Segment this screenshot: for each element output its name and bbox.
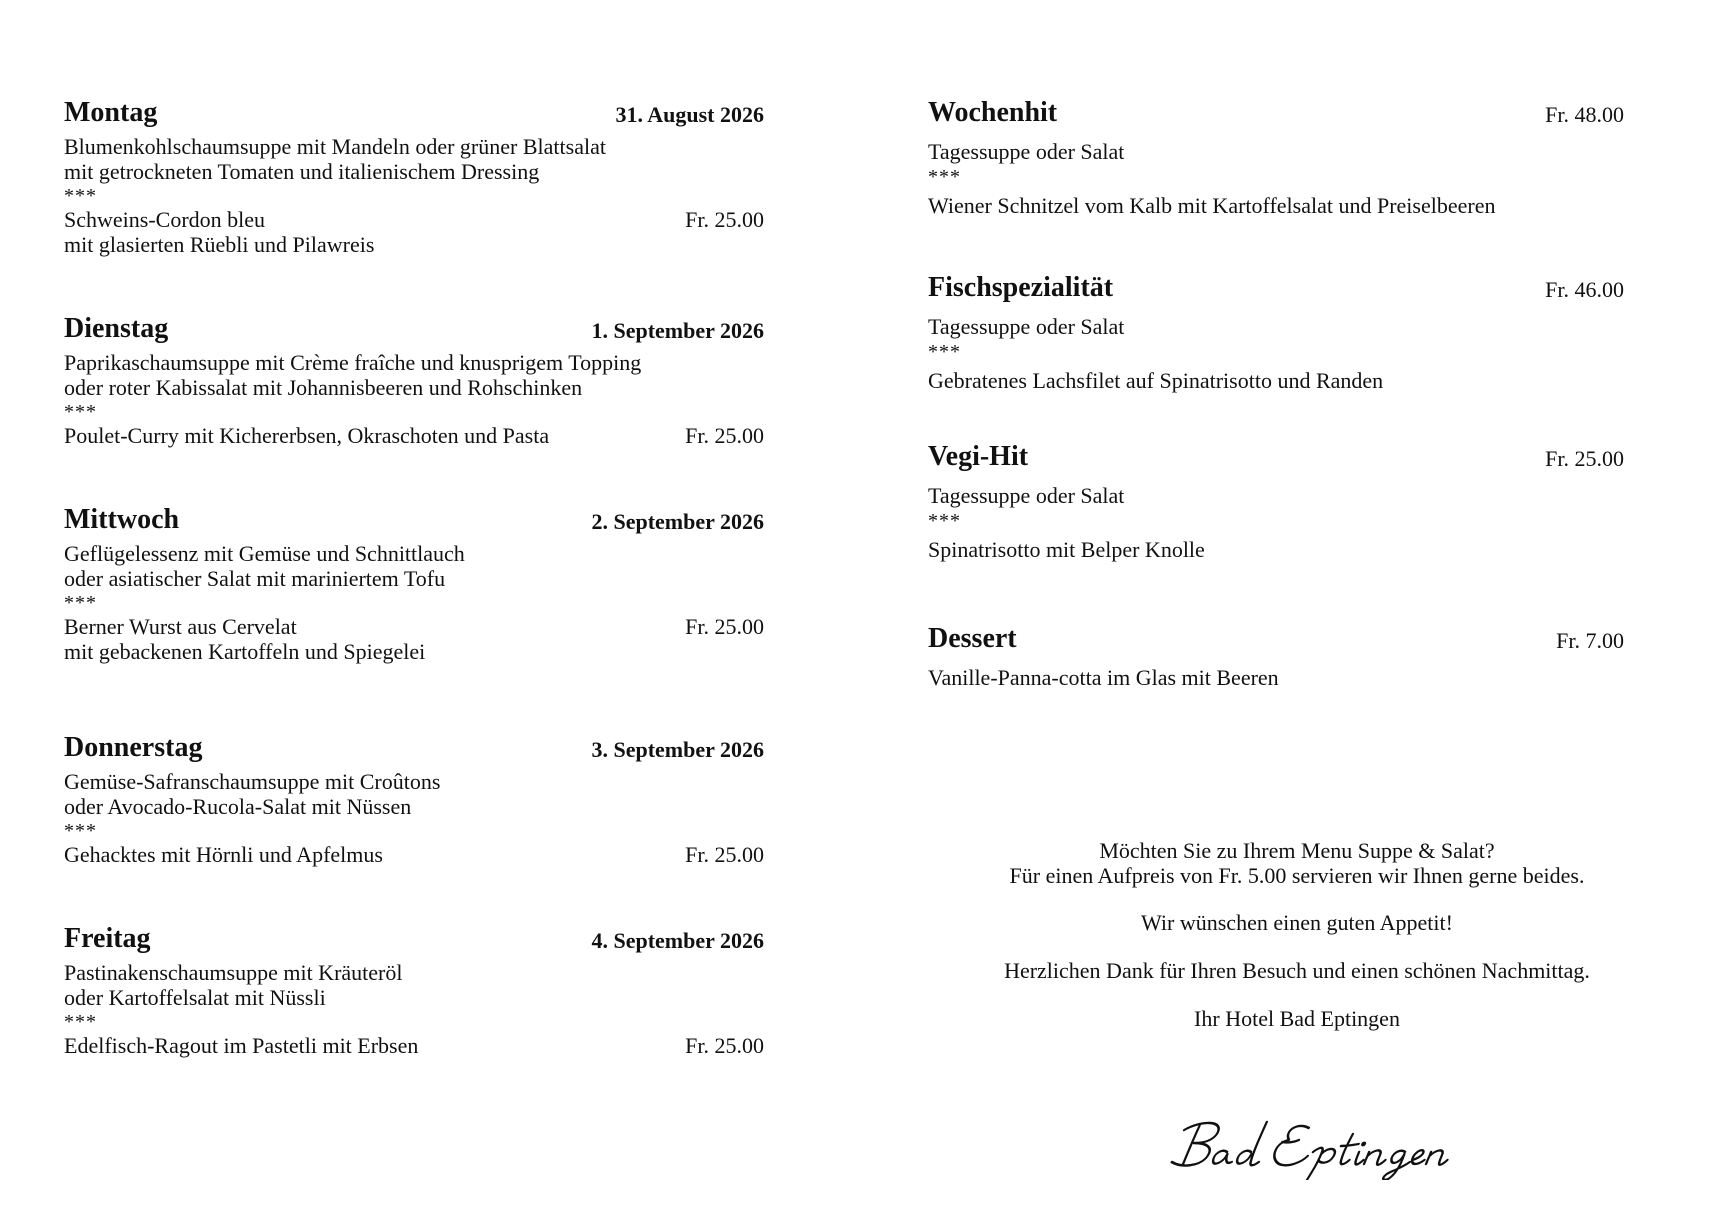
price: Fr. 25.00: [685, 842, 764, 867]
main-course-line: Gehacktes mit Hörnli und Apfelmus: [64, 842, 383, 867]
dessert-title: Dessert: [928, 623, 1017, 654]
footer-line: Herzlichen Dank für Ihren Besuch und einen schönen Nachmittag.: [1004, 958, 1590, 983]
special-header: [928, 96, 1624, 130]
price: Fr. 25.00: [685, 1033, 764, 1058]
price: Fr. 25.00: [685, 614, 764, 639]
day-date: 1. September 2026: [591, 318, 764, 343]
starter-line: Tagessuppe oder Salat: [928, 139, 1125, 164]
day-date: 2. September 2026: [591, 509, 764, 534]
footer-notes: [930, 838, 1664, 1031]
day-section-tuesday: [64, 312, 764, 449]
special-title: Wochenhit: [928, 97, 1058, 128]
main-course-line: mit glasierten Rüebli und Pilawreis: [64, 231, 375, 257]
starter-line: oder roter Kabissalat mit Johannisbeeren und Rohschinken: [64, 374, 583, 400]
starter-line: Tagessuppe oder Salat: [928, 314, 1125, 339]
special-header: [928, 440, 1624, 474]
day-section-wednesday: [64, 503, 764, 664]
day-header: [64, 503, 764, 537]
dessert-description: Vanille-Panna-cotta im Glas mit Beeren: [928, 665, 1279, 690]
main-course-row: [64, 1034, 764, 1059]
special-section-wochenhit: [928, 96, 1624, 218]
special-title: Vegi-Hit: [928, 441, 1029, 472]
price: Fr. 25.00: [685, 207, 764, 232]
day-header: [64, 312, 764, 346]
footer-line: Für einen Aufpreis von Fr. 5.00 servieren wir Ihnen gerne beides.: [1009, 863, 1585, 888]
price: Fr. 25.00: [1545, 446, 1624, 471]
day-section-thursday: [64, 731, 764, 868]
separator: ***: [64, 401, 97, 423]
main-course-row: [64, 615, 764, 640]
footer-line: Möchten Sie zu Ihrem Menu Suppe & Salat?: [1099, 838, 1495, 863]
separator: ***: [64, 592, 97, 614]
special-section-fischspezialitaet: [928, 271, 1624, 393]
special-section-vegi-hit: [928, 440, 1624, 562]
starter-line: Geflügelessenz mit Gemüse und Schnittlauch: [64, 541, 465, 566]
main-course-line: Berner Wurst aus Cervelat: [64, 614, 297, 639]
day-date: 31. August 2026: [615, 102, 764, 127]
separator: ***: [64, 185, 97, 207]
bad-eptingen-signature-logo: [1168, 1110, 1468, 1180]
day-date: 4. September 2026: [591, 928, 764, 953]
separator: ***: [64, 820, 97, 842]
dessert-section: [928, 622, 1624, 691]
price: Fr. 7.00: [1556, 628, 1624, 653]
day-name: Donnerstag: [64, 732, 203, 763]
starter-line: Gemüse-Safranschaumsuppe mit Croûtons: [64, 769, 441, 794]
day-name: Freitag: [64, 923, 151, 954]
starter-line: Paprikaschaumsuppe mit Crème fraîche und knusprigem Topping: [64, 350, 642, 375]
main-course-line: mit gebackenen Kartoffeln und Spiegelei: [64, 638, 426, 664]
main-course-line: Poulet-Curry mit Kichererbsen, Okraschoten und Pasta: [64, 423, 550, 448]
starter-line: Tagessuppe oder Salat: [928, 483, 1125, 508]
main-course-row: [64, 424, 764, 449]
price: Fr. 46.00: [1545, 277, 1624, 302]
starter-line: oder Kartoffelsalat mit Nüssli: [64, 984, 326, 1010]
day-section-friday: [64, 922, 764, 1059]
day-name: Mittwoch: [64, 504, 180, 535]
starter-line: Blumenkohlschaumsuppe mit Mandeln oder grüner Blattsalat: [64, 134, 606, 159]
starter-line: oder asiatischer Salat mit mariniertem Tofu: [64, 565, 446, 591]
main-course-line: Spinatrisotto mit Belper Knolle: [928, 536, 1205, 562]
main-course-row: [64, 843, 764, 868]
main-course-line: Edelfisch-Ragout im Pastetli mit Erbsen: [64, 1033, 419, 1058]
separator: ***: [928, 509, 961, 532]
day-name: Montag: [64, 97, 158, 128]
dessert-header: [928, 622, 1624, 656]
day-section-monday: [64, 96, 764, 257]
price: Fr. 25.00: [685, 423, 764, 448]
day-date: 3. September 2026: [591, 737, 764, 762]
main-course-line: Schweins-Cordon bleu: [64, 207, 266, 232]
footer-line: Ihr Hotel Bad Eptingen: [1194, 1006, 1400, 1031]
special-title: Fischspezialität: [928, 272, 1114, 303]
separator: ***: [928, 340, 961, 363]
footer-line: Wir wünschen einen guten Appetit!: [1141, 910, 1453, 935]
separator: ***: [64, 1011, 97, 1033]
special-header: [928, 271, 1624, 305]
starter-line: oder Avocado-Rucola-Salat mit Nüssen: [64, 793, 412, 819]
starter-line: Pastinakenschaumsuppe mit Kräuteröl: [64, 960, 403, 985]
starter-line: mit getrockneten Tomaten und italienischem Dressing: [64, 158, 540, 184]
day-header: [64, 731, 764, 765]
day-name: Dienstag: [64, 313, 169, 344]
price: Fr. 48.00: [1545, 102, 1624, 127]
main-course-line: Wiener Schnitzel vom Kalb mit Kartoffelsalat und Preiselbeeren: [928, 192, 1496, 218]
day-header: [64, 96, 764, 130]
main-course-line: Gebratenes Lachsfilet auf Spinatrisotto und Randen: [928, 367, 1384, 393]
day-header: [64, 922, 764, 956]
separator: ***: [928, 165, 961, 188]
main-course-row: [64, 208, 764, 233]
